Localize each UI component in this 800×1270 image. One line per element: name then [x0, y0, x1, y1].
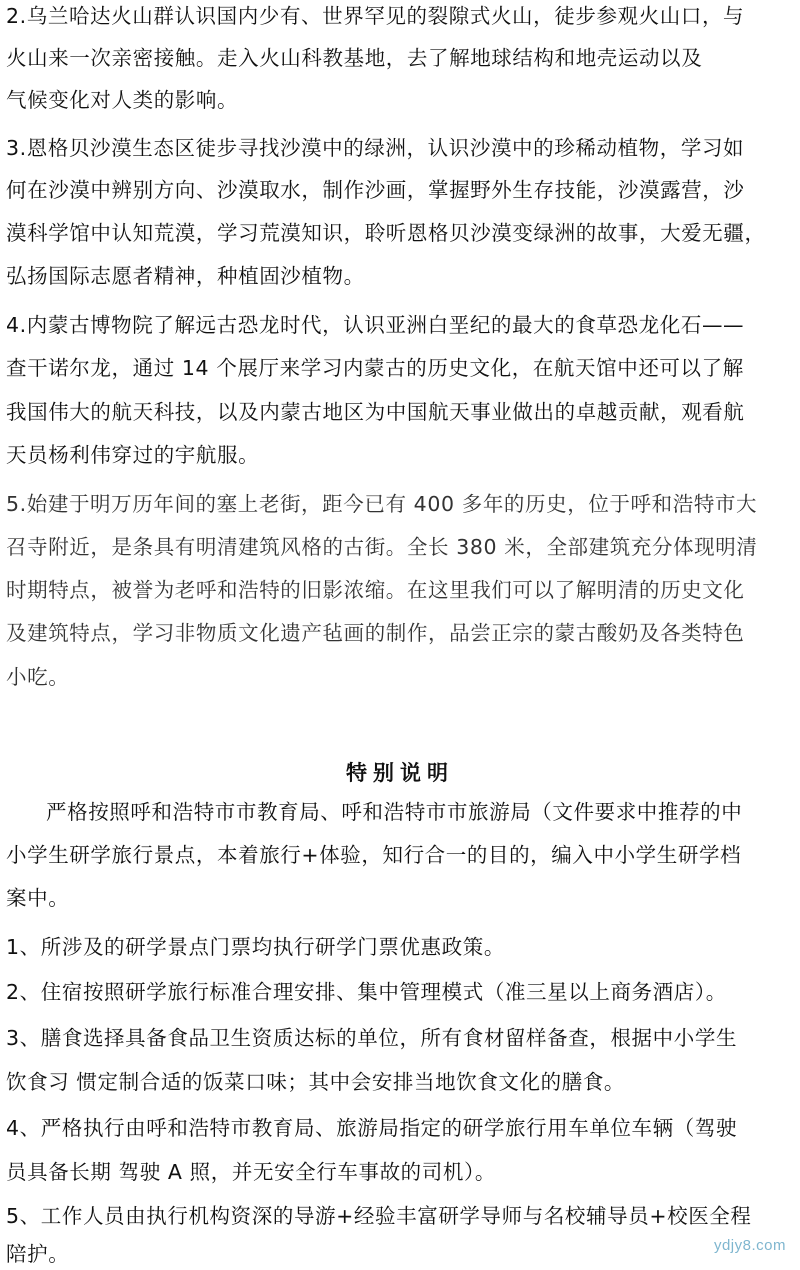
- item-4-line-4: 天员杨利伟穿过的宇航服。: [6, 443, 260, 467]
- item-5-line-2: 召寺附近，是条具有明清建筑风格的古街。全长 380 米，全部建筑充分体现明清: [6, 535, 758, 559]
- special-intro-line-2: 小学生研学旅行景点，本着旅行+体验，知行合一的目的，编入中小学生研学档: [6, 843, 742, 867]
- item-3-line-4: 弘扬国际志愿者精神，种植固沙植物。: [6, 264, 365, 288]
- item-5-line-1: 5.始建于明万历年间的塞上老街，距今已有 400 多年的历史，位于呼和浩特市大: [6, 492, 758, 516]
- item-5-line-4: 及建筑特点，学习非物质文化遗产毡画的制作，品尝正宗的蒙古酸奶及各类特色: [6, 621, 745, 645]
- item-3-line-2: 何在沙漠中辨别方向、沙漠取水，制作沙画，掌握野外生存技能，沙漠露营，沙: [6, 178, 745, 202]
- item-3-line-1: 3.恩格贝沙漠生态区徒步寻找沙漠中的绿洲，认识沙漠中的珍稀动植物，学习如: [6, 136, 745, 160]
- special-intro-line-1: 严格按照呼和浩特市市教育局、呼和浩特市市旅游局（文件要求中推荐的中: [46, 800, 743, 824]
- site-watermark: ydjy8.com: [713, 1237, 786, 1254]
- item-2-line-2: 火山来一次亲密接触。走入火山科教基地，去了解地球结构和地壳运动以及: [6, 46, 703, 70]
- item-3-line-3: 漠科学馆中认知荒漠，学习荒漠知识，聆听恩格贝沙漠变绿洲的故事，大爱无疆，: [6, 221, 766, 245]
- rule-5-line-1: 5、工作人员由执行机构资深的导游+经验丰富研学导师与名校辅导员+校医全程: [6, 1204, 752, 1228]
- rule-2: 2、住宿按照研学旅行标准合理安排、集中管理模式（准三星以上商务酒店）。: [6, 980, 727, 1004]
- item-2-line-3: 气候变化对人类的影响。: [6, 88, 239, 112]
- rule-3-line-2: 饮食习 惯定制合适的饭菜口味；其中会安排当地饮食文化的膳食。: [6, 1070, 626, 1094]
- item-2-line-1: 2.乌兰哈达火山群认识国内少有、世界罕见的裂隙式火山，徒步参观火山口，与: [6, 4, 745, 28]
- item-4-line-3: 我国伟大的航天科技，以及内蒙古地区为中国航天事业做出的卓越贡献，观看航: [6, 400, 745, 424]
- rule-3-line-1: 3、膳食选择具备食品卫生资质达标的单位，所有食材留样备查，根据中小学生: [6, 1026, 738, 1050]
- rule-4-line-2: 员具备长期 驾驶 A 照，并无安全行车事故的司机）。: [6, 1160, 496, 1184]
- special-intro-line-3: 案中。: [6, 886, 70, 910]
- item-4-line-1: 4.内蒙古博物院了解远古恐龙时代，认识亚洲白垩纪的最大的食草恐龙化石——: [6, 313, 745, 337]
- item-5-line-5: 小吃。: [6, 665, 70, 689]
- rule-5-line-2: 陪护。: [6, 1242, 70, 1266]
- special-notes-heading: 特别说明: [346, 761, 454, 785]
- rule-4-line-1: 4、严格执行由呼和浩特市教育局、旅游局指定的研学旅行用车单位车辆（驾驶: [6, 1116, 738, 1140]
- item-4-line-2: 查干诺尔龙，通过 14 个展厅来学习内蒙古的历史文化，在航天馆中还可以了解: [6, 356, 744, 380]
- item-5-line-3: 时期特点，被誉为老呼和浩特的旧影浓缩。在这里我们可以了解明清的历史文化: [6, 578, 745, 602]
- rule-1: 1、所涉及的研学景点门票均执行研学门票优惠政策。: [6, 935, 505, 959]
